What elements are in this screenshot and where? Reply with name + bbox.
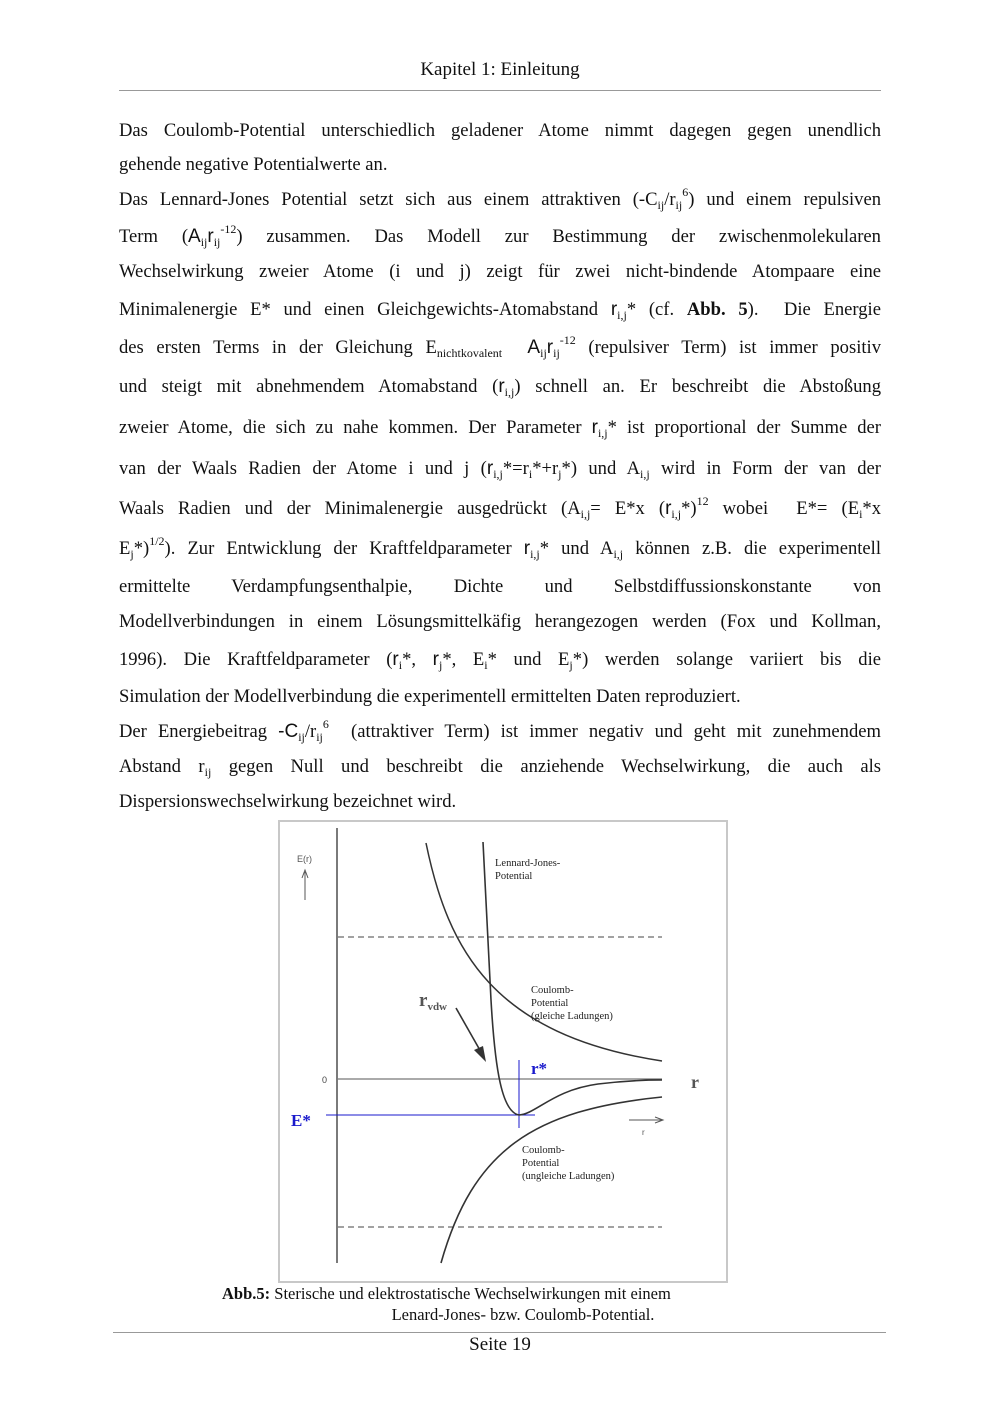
text-segment: ij xyxy=(675,198,683,212)
text-segment: ij xyxy=(204,765,212,779)
text-segment: und steigt mit abnehmendem Atomabstand ( xyxy=(119,376,499,397)
text-segment: r xyxy=(610,299,618,320)
text-line xyxy=(119,494,881,524)
caption-label: Abb.5: xyxy=(222,1284,271,1303)
text-segment: wobei E*= (E xyxy=(708,498,860,519)
text-segment: -C xyxy=(278,721,299,742)
text-line xyxy=(119,645,881,675)
caption-line-1: Sterische und elektrostatische Wechselwirkungen mit einem xyxy=(270,1284,671,1303)
text-segment: *+r xyxy=(532,458,559,479)
text-segment: i,j xyxy=(671,507,682,521)
text-segment: r xyxy=(523,538,531,559)
text-segment: = E*x ( xyxy=(590,498,666,519)
text-segment: zweier Atome, die sich zu nahe kommen. Der Parameter xyxy=(119,417,592,438)
text-segment: gehende negative Potentialwerte an. xyxy=(119,154,388,175)
text-line xyxy=(119,257,881,287)
text-segment: r xyxy=(665,498,672,519)
text-segment: nichtkovalent xyxy=(436,346,503,360)
text-segment: können z.B. die experimentell xyxy=(623,538,882,559)
coulomb-same-label-2: Potential xyxy=(531,998,569,1009)
text-segment: Das Coulomb-Potential unterschiedlich geladener Atome nimmt dagegen gegen unendlich xyxy=(119,120,881,141)
text-segment: -12 xyxy=(559,333,576,347)
text-segment: 1996). Die Kraftfeldparameter ( xyxy=(119,649,393,670)
text-line xyxy=(119,333,881,363)
text-segment: /r xyxy=(304,721,317,742)
text-segment: ). Zur Entwicklung der Kraftfeldparameter xyxy=(164,538,524,559)
text-segment: i,j xyxy=(530,547,540,561)
text-segment: i,j xyxy=(504,385,515,399)
text-segment: r xyxy=(498,376,505,397)
text-segment xyxy=(502,337,527,358)
text-segment: -12 xyxy=(220,222,237,236)
text-segment: j xyxy=(569,658,573,672)
text-segment: (attraktiver Term) ist immer negativ und geht mit zunehmendem xyxy=(328,721,881,742)
text-segment: *, xyxy=(402,649,433,670)
text-segment: *=r xyxy=(502,458,529,479)
text-line xyxy=(119,572,881,602)
text-segment: i,j xyxy=(597,426,608,440)
text-segment: i xyxy=(528,467,533,481)
r-star-label: r* xyxy=(531,1059,548,1078)
text-line xyxy=(119,752,881,782)
text-line xyxy=(119,185,881,215)
text-segment: 6 xyxy=(682,185,689,199)
text-segment: * ist proportional der Summe der xyxy=(607,417,881,438)
text-segment: A xyxy=(188,226,201,247)
text-line xyxy=(119,116,881,146)
coulomb-opposite-label-1: Coulomb- xyxy=(522,1145,565,1156)
text-segment: ) zusammen. Das Modell zur Bestimmung der zwischenmolekularen xyxy=(236,226,881,247)
text-line xyxy=(119,787,881,817)
text-segment: i,j xyxy=(580,507,591,521)
text-segment: j xyxy=(558,467,562,481)
text-segment: des ersten Terms in der Gleichung E xyxy=(119,337,437,358)
text-segment: Abb. 5 xyxy=(686,299,748,320)
header-rule xyxy=(119,90,881,91)
text-segment: Term ( xyxy=(119,226,189,247)
text-segment: j xyxy=(438,658,443,672)
text-segment: (repulsiver Term) ist immer positiv xyxy=(575,337,881,358)
right-arrow-icon xyxy=(629,1117,663,1123)
text-segment: ). Die Energie xyxy=(747,299,881,320)
coulomb-same-curve xyxy=(426,843,662,1061)
text-segment: Der Energiebeitrag xyxy=(119,721,279,742)
text-segment: *) werden solange variiert bis die xyxy=(572,649,882,670)
text-segment: r xyxy=(591,417,598,438)
text-line xyxy=(119,372,881,402)
lj-label-1: Lennard-Jones- xyxy=(495,858,561,869)
page-number: Seite 19 xyxy=(469,1334,531,1355)
caption-line-2: Lenard-Jones- bzw. Coulomb-Potential. xyxy=(391,1305,655,1324)
r-small-label: r xyxy=(642,1128,645,1137)
text-line xyxy=(119,682,881,712)
text-line xyxy=(119,534,881,564)
text-segment: 6 xyxy=(322,717,329,731)
text-segment: ermittelte Verdampfungsenthalpie, Dichte und Selbstdiffussionskonstante von xyxy=(119,576,881,597)
text-segment: Modellverbindungen in einem Lösungsmittelkäfig herangezogen werden (Fox und Kollman, xyxy=(119,611,881,632)
text-segment: Minimalenergie E* und einen Gleichgewichts-Atomabstand xyxy=(119,299,611,320)
text-segment: Das Lennard-Jones Potential setzt sich aus einem attraktiven (-C xyxy=(119,189,658,210)
text-segment: * und E xyxy=(487,649,570,670)
text-segment: *) und A xyxy=(561,458,641,479)
text-segment: 1/2 xyxy=(149,534,165,548)
coulomb-same-label-3: (gleiche Ladungen) xyxy=(531,1011,613,1022)
text-segment: ij xyxy=(213,235,221,249)
text-segment: r xyxy=(432,649,439,670)
figure-caption xyxy=(222,1284,671,1304)
e-star-label: E* xyxy=(291,1111,311,1130)
text-segment: *, E xyxy=(442,649,485,670)
text-line xyxy=(119,295,881,325)
page-header: Kapitel 1: Einleitung xyxy=(420,59,580,80)
text-segment: i xyxy=(484,658,488,672)
text-segment: ij xyxy=(540,346,547,360)
text-segment: Simulation der Modellverbindung die experimentell ermittelten Daten reproduziert. xyxy=(119,686,741,707)
text-segment: *x xyxy=(862,498,881,519)
text-segment: i,j xyxy=(613,547,624,561)
coulomb-same-label-1: Coulomb- xyxy=(531,985,574,996)
text-segment: A xyxy=(527,337,541,358)
rvdw-label: $r_{vdw}$ xyxy=(419,990,447,1013)
text-segment: i,j xyxy=(493,467,503,481)
text-segment: van der Waals Radien der Atome i und j ( xyxy=(119,458,487,479)
text-segment: *) xyxy=(133,538,150,559)
y-axis-label: E(r) xyxy=(297,854,312,864)
text-segment: Dispersionswechselwirkung bezeichnet wird. xyxy=(119,791,457,812)
up-arrow-icon xyxy=(302,870,308,900)
text-segment: E xyxy=(119,538,131,559)
text-line xyxy=(119,222,881,252)
lennard-jones-curve xyxy=(483,842,662,1115)
coulomb-opposite-label-3: (ungleiche Ladungen) xyxy=(522,1171,615,1182)
footer-rule xyxy=(113,1332,886,1333)
text-segment: * und A xyxy=(539,538,614,559)
text-segment: ij xyxy=(316,730,323,744)
text-line xyxy=(119,607,881,637)
text-line xyxy=(119,454,881,484)
text-segment: i,j xyxy=(640,467,650,481)
text-segment: /r xyxy=(664,189,676,210)
coulomb-opposite-label-2: Potential xyxy=(522,1158,560,1169)
text-segment: i xyxy=(398,658,403,672)
text-line xyxy=(119,413,881,443)
text-line xyxy=(119,150,881,180)
text-segment: ij xyxy=(553,346,560,360)
text-segment: * (cf. xyxy=(626,299,687,320)
text-segment: i,j xyxy=(617,308,627,322)
text-segment: ij xyxy=(298,730,305,744)
text-segment: r xyxy=(486,458,494,479)
lj-label-2: Potential xyxy=(495,871,533,882)
zero-label: 0 xyxy=(322,1075,328,1085)
text-segment: wird in Form der van der xyxy=(649,458,882,479)
text-segment: 12 xyxy=(696,494,709,508)
text-segment: ) schnell an. Er beschreibt die Abstoßung xyxy=(514,376,881,397)
text-segment: ij xyxy=(657,198,665,212)
text-segment: gegen Null und beschreibt die anziehende Wechselwirkung, die auch als xyxy=(211,756,881,777)
text-segment: i xyxy=(859,507,863,521)
text-segment: ) und einem repulsiven xyxy=(688,189,881,210)
text-segment: Wechselwirkung zweier Atome (i und j) zeigt für zwei nicht-bindende Atompaare eine xyxy=(119,261,881,282)
potential-diagram xyxy=(278,820,730,1285)
rvdw-arrow-icon xyxy=(456,1008,486,1062)
text-segment: ij xyxy=(200,235,208,249)
figure-lennard-jones xyxy=(278,820,728,1283)
text-segment: r xyxy=(207,226,214,247)
text-segment: *) xyxy=(681,498,697,519)
text-segment: Waals Radien und der Minimalenergie ausgedrückt (A xyxy=(119,498,581,519)
text-line xyxy=(119,717,881,747)
text-segment: Abstand r xyxy=(119,756,205,777)
text-segment: j xyxy=(130,547,134,561)
text-segment: r xyxy=(546,337,554,358)
text-segment: r xyxy=(392,649,399,670)
r-axis-label: r xyxy=(691,1072,699,1092)
